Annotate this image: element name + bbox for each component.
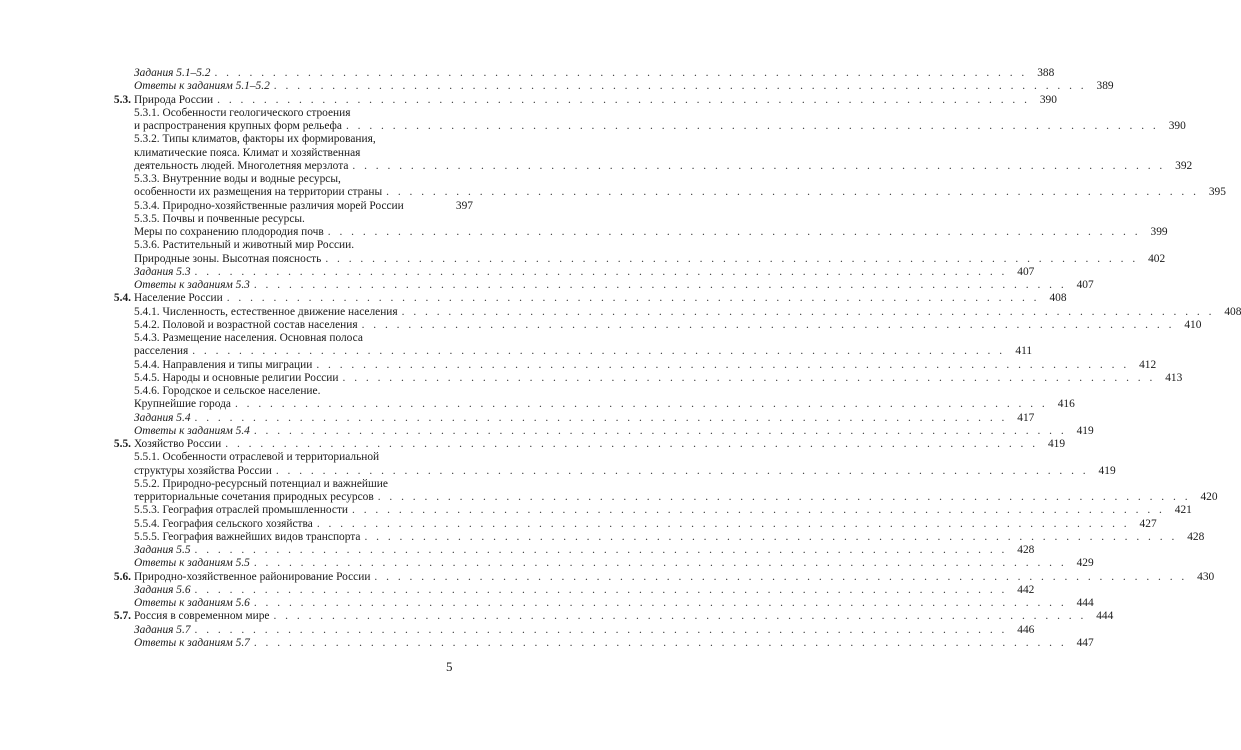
- toc-subsection-entry: [93, 305, 1241, 319]
- toc-subsection-entry: [93, 133, 473, 146]
- toc-subsection-entry: [93, 358, 1157, 372]
- toc-subsection-entry: [93, 504, 1192, 517]
- dot-leader: . . . . . . . . . . . . . . . . . . . . . . . . . . . . . . . . . . . . . . . . . . . . . . . . . . . . . . . . . . . . . . . . . . . . . .: [217, 93, 1030, 106]
- toc-entry-title: 5.3.1. Особенности геологического строения: [134, 106, 351, 119]
- dot-leader: . . . . . . . . . . . . . . . . . . . . . . . . . . . . . . . . . . . . . . . . . . . . . . . . . . . . . . . . . . . . . . . . . . . . . .: [352, 504, 1165, 517]
- toc-subsection-entry: [93, 451, 473, 464]
- toc-page-number: 390: [1039, 93, 1057, 106]
- dot-leader: . . . . . . . . . . . . . . . . . . . . . . . . . . . . . . . . . . . . . . . . . . . . . . . . . . . . . . . . . . . . . . . . . . . . . .: [374, 570, 1188, 583]
- toc-page-number: 444: [1096, 610, 1114, 623]
- toc-section-entry: [93, 610, 1114, 623]
- toc-page-number: 442: [1017, 583, 1035, 596]
- toc-entry-title: 5.4.1. Численность, естественное движение населения: [134, 305, 398, 318]
- toc-page-number: 447: [1076, 636, 1094, 649]
- toc-section-number: 5.3.: [113, 93, 131, 106]
- toc-subsection-entry: [93, 147, 473, 160]
- toc-page-number: 413: [1165, 371, 1183, 384]
- dot-leader: . . . . . . . . . . . . . . . . . . . . . . . . . . . . . . . . . . . . . . . . . . . . . . . . . . . . . . . . . . . . . . . . . . . . . .: [364, 530, 1178, 543]
- dot-leader: . . . . . . . . . . . . . . . . . . . . . . . . . . . . . . . . . . . . . . . . . . . . . . . . . . . . . . . . . . . . . . . . . . . . . .: [194, 411, 1008, 424]
- dot-leader: . . . . . . . . . . . . . . . . . . . . . . . . . . . . . . . . . . . . . . . . . . . . . . . . . . . . . . . . . . . . . . . . . . . . . .: [361, 318, 1175, 331]
- dot-leader: . . . . . . . . . . . . . . . . . . . . . . . . . . . . . . . . . . . . . . . . . . . . . . . . . . . . . . . . . . . . . . . . . . . . . .: [194, 544, 1008, 556]
- toc-entry-title: Задания 5.6: [134, 583, 191, 596]
- toc-task-entry: [93, 279, 1094, 292]
- toc-entry-title: 5.4.5. Народы и основные религии России: [134, 371, 339, 384]
- dot-leader: . . . . . . . . . . . . . . . . . . . . . . . . . . . . . . . . . . . . . . . . . . . . . . . . . . . . . . . . . . . . . . . . . . . . . .: [273, 610, 1087, 623]
- toc-entry-title: 5.5.2. Природно-ресурсный потенциал и важнейшие: [134, 477, 388, 490]
- toc-entry-title: Крупнейшие города: [134, 398, 231, 411]
- dot-leader: . . . . . . . . . . . . . . . . . . . . . . . . . . . . . . . . . . . . . . . . . . . . . . . . . . . . . . . . . . . . . . . . . . . . . .: [253, 557, 1067, 570]
- toc-entry-title: 5.5.3. География отраслей промышленности: [134, 504, 349, 517]
- toc-entry-title: Россия в современном мире: [134, 610, 270, 623]
- dot-leader: . . . . . . . . . . . . . . . . . . . . . . . . . . . . . . . . . . . . . . . . . . . . . . . . . . . . . . . . . . . . . . . . . . . . . .: [401, 305, 1215, 318]
- toc-section-entry: [93, 93, 1057, 107]
- toc-subsection-entry: [93, 318, 1202, 332]
- toc-entry-title: Природные зоны. Высотная поясность: [134, 252, 322, 265]
- toc-page-number: 402: [1148, 252, 1166, 265]
- toc-page-number: 428: [1187, 530, 1205, 543]
- toc-entry-title: Задания 5.3: [134, 265, 191, 278]
- toc-entry-title: 5.3.2. Типы климатов, факторы их формирования,: [134, 133, 376, 146]
- toc-subsection-entry: [93, 491, 1218, 504]
- toc-page-number: 389: [1096, 80, 1114, 93]
- toc-subsection-entry: [93, 517, 1157, 531]
- dot-leader: . . . . . . . . . . . . . . . . . . . . . . . . . . . . . . . . . . . . . . . . . . . . . . . . . . . . . . . . . . . . . . . . . . . . . .: [275, 464, 1089, 477]
- toc-subsection-entry: [93, 213, 473, 226]
- table-of-contents: [93, 67, 1241, 650]
- toc-page-number: 420: [1200, 491, 1218, 503]
- toc-page-number: 444: [1076, 597, 1094, 609]
- toc-page-number: 421: [1174, 504, 1192, 517]
- toc-entry-title: Природа России: [134, 93, 214, 106]
- toc-subsection-entry: [93, 107, 473, 120]
- toc-entry-title: 5.4.4. Направления и типы миграции: [134, 358, 313, 371]
- toc-task-entry: [93, 67, 1055, 80]
- dot-leader: . . . . . . . . . . . . . . . . . . . . . . . . . . . . . . . . . . . . . . . . . . . . . . . . . . . . . . . . . . . . . . . . . . . . . .: [377, 491, 1191, 503]
- toc-page-number: 416: [1057, 398, 1075, 411]
- toc-entry-title: структуры хозяйства России: [134, 464, 272, 477]
- toc-page-number: 410: [1184, 318, 1202, 331]
- toc-entry-title: Ответы к заданиям 5.1–5.2: [134, 80, 270, 93]
- dot-leader: . . . . . . . . . . . . . . . . . . . . . . . . . . . . . . . . . . . . . . . . . . . . . . . . . . . . . . . . . . . . . . . . . . . . . .: [234, 398, 1048, 411]
- toc-subsection-entry: [93, 345, 1033, 358]
- toc-subsection-entry: [93, 173, 473, 186]
- dot-leader: . . . . . . . . . . . . . . . . . . . . . . . . . . . . . . . . . . . . . . . . . . . . . . . . . . . . . . . . . . . . . . . . . . . . . .: [325, 252, 1139, 265]
- toc-page-number: 408: [1049, 292, 1067, 305]
- toc-page-number: 427: [1139, 517, 1157, 530]
- toc-subsection-entry: [93, 530, 1205, 544]
- toc-subsection-entry: [93, 252, 1166, 266]
- toc-subsection-entry: [93, 385, 473, 398]
- toc-subsection-entry: [93, 120, 1186, 133]
- toc-subsection-entry: [93, 226, 1168, 239]
- toc-section-number: 5.5.: [113, 438, 131, 450]
- dot-leader: . . . . . . . . . . . . . . . . . . . . . . . . . . . . . . . . . . . . . . . . . . . . . . . . . . . . . . . . . . . . . . . . . . . . . .: [253, 636, 1067, 649]
- toc-section-number: 5.6.: [113, 570, 131, 583]
- toc-section-number: 5.7.: [113, 610, 131, 623]
- dot-leader: . . . . . . . . . . . . . . . . . . . . . . . . . . . . . . . . . . . . . . . . . . . . . . . . . . . . . . . . . . . . . . . . . . . . . .: [316, 358, 1130, 371]
- dot-leader: . . . . . . . . . . . . . . . . . . . . . . . . . . . . . . . . . . . . . . . . . . . . . . . . . . . . . . . . . . . . . . . . . . . . . .: [194, 265, 1008, 278]
- toc-section-entry: [93, 570, 1215, 584]
- toc-subsection-entry: [93, 186, 1226, 199]
- toc-entry-title: 5.4.6. Городское и сельское население.: [134, 385, 321, 397]
- toc-entry-title: и распространения крупных форм рельефа: [134, 120, 342, 132]
- dot-leader: . . . . . . . . . . . . . . . . . . . . . . . . . . . . . . . . . . . . . . . . . . . . . . . . . . . . . . . . . . . . . . . . . . . . . .: [194, 583, 1008, 596]
- toc-entry-title: Природно-хозяйственное районирование России: [134, 570, 371, 583]
- toc-entry-title: Ответы к заданиям 5.6: [134, 597, 250, 609]
- dot-leader: . . . . . . . . . . . . . . . . . . . . . . . . . . . . . . . . . . . . . . . . . . . . . . . . . . . . . . . . . . . . . . . . . . . . . .: [345, 120, 1159, 132]
- toc-page-number: 390: [1168, 120, 1186, 132]
- dot-leader: . . . . . . . . . . . . . . . . . . . . . . . . . . . . . . . . . . . . . . . . . . . . . . . . . . . . . . . . . . . . . . . . . . . . . .: [253, 597, 1067, 609]
- toc-page-number: 430: [1197, 570, 1215, 583]
- dot-leader: . . . . . . . . . . . . . . . . . . . . . . . . . . . . . . . . . . . . . . . . . . . . . . . . . . . . . . . . . . . . . . . . . . . . . .: [226, 292, 1040, 305]
- dot-leader: . . . . . . . . . . . . . . . . . . . . . . . . . . . . . . . . . . . . . . . . . . . . . . . . . . . . . . . . . . . . . . . . . . . . . .: [316, 517, 1130, 530]
- toc-entry-title: Задания 5.5: [134, 544, 191, 556]
- toc-page-number: 428: [1017, 544, 1035, 556]
- toc-task-entry: [93, 424, 1094, 438]
- toc-entry-title: расселения: [134, 345, 189, 358]
- toc-entry-title: особенности их размещения на территории страны: [134, 186, 383, 199]
- toc-entry-title: 5.4.3. Размещение населения. Основная полоса: [134, 332, 363, 344]
- toc-page-number: 419: [1047, 438, 1066, 450]
- dot-leader: . . . . . . . . . . . . . . . . . . . . . . . . . . . . . . . . . . . . . . . . . . . . . . . . . . . . . . . . . . . . . . . . . . . . . .: [214, 67, 1028, 79]
- toc-task-entry: [93, 597, 1094, 610]
- toc-entry-title: Население России: [134, 292, 223, 305]
- toc-entry-title: 5.5.5. География важнейших видов транспорта: [134, 530, 361, 543]
- toc-subsection-entry: [93, 478, 473, 491]
- toc-page-number: 417: [1017, 411, 1035, 424]
- toc-page-number: 388: [1037, 67, 1055, 79]
- toc-page-number: 407: [1017, 265, 1035, 278]
- toc-entry-title: Ответы к заданиям 5.3: [134, 279, 250, 291]
- toc-section-entry: [93, 292, 1067, 305]
- toc-page-number: 412: [1139, 358, 1157, 371]
- toc-entry-title: Задания 5.4: [134, 411, 191, 424]
- toc-task-entry: [93, 623, 1035, 637]
- toc-entry-title: 5.3.4. Природно-хозяйственные различия морей России: [134, 199, 404, 212]
- dot-leader: . . . . . . . . . . . . . . . . . . . . . . . . . . . . . . . . . . . . . . . . . . . . . . . . . . . . . . . . . . . . . . . . . . . . . .: [327, 226, 1141, 238]
- toc-entry-title: Меры по сохранению плодородия почв: [134, 226, 324, 238]
- toc-section-entry: [93, 438, 1066, 451]
- dot-leader: . . . . . . . . . . . . . . . . . . . . . . . . . . . . . . . . . . . . . . . . . . . . . . . . . . . . . . . . . . . . . . . . . . . . . .: [253, 424, 1067, 437]
- toc-entry-title: 5.3.6. Растительный и животный мир России.: [134, 239, 355, 252]
- toc-subsection-entry: [93, 239, 473, 252]
- dot-leader: . . . . . . . . . . . . . . . . . . . . . . . . . . . . . . . . . . . . . . . . . . . . . . . . . . . . . . . . . . . . . . . . . . . . . .: [192, 345, 1006, 358]
- toc-entry-title: Хозяйство России: [134, 438, 222, 450]
- toc-task-entry: [93, 411, 1035, 425]
- toc-page-number: 408: [1224, 305, 1241, 318]
- dot-leader: . . . . . . . . . . . . . . . . . . . . . . . . . . . . . . . . . . . . . . . . . . . . . . . . . . . . . . . . . . . . . . . . . . . . . .: [253, 279, 1067, 291]
- toc-entry-title: 5.3.3. Внутренние воды и водные ресурсы,: [134, 173, 341, 185]
- toc-entry-title: 5.3.5. Почвы и почвенные ресурсы.: [134, 212, 305, 225]
- toc-page-number: 395: [1208, 186, 1226, 199]
- toc-subsection-entry: [93, 371, 1183, 385]
- toc-entry-title: 5.5.1. Особенности отраслевой и территориальной: [134, 451, 380, 464]
- toc-entry-title: климатические пояса. Климат и хозяйственная: [134, 146, 361, 159]
- dot-leader: . . . . . . . . . . . . . . . . . . . . . . . . . . . . . . . . . . . . . . . . . . . . . . . . . . . . . . . . . . . . . . . . . . . . . .: [194, 623, 1008, 636]
- toc-entry-title: Ответы к заданиям 5.7: [134, 636, 250, 649]
- toc-page-number: 392: [1175, 159, 1193, 172]
- toc-entry-title: Задания 5.7: [134, 623, 191, 636]
- toc-task-entry: [93, 636, 1094, 650]
- page-number: 5: [446, 659, 453, 674]
- toc-entry-title: Ответы к заданиям 5.4: [134, 424, 250, 437]
- toc-entry-title: 5.5.4. География сельского хозяйства: [134, 517, 313, 530]
- dot-leader: . . . . . . . . . . . . . . . . . . . . . . . . . . . . . . . . . . . . . . . . . . . . . . . . . . . . . . . . . . . . . . . . . . . . . .: [386, 186, 1199, 199]
- toc-entry-title: Задания 5.1–5.2: [134, 67, 211, 79]
- dot-leader: . . . . . . . . . . . . . . . . . . . . . . . . . . . . . . . . . . . . . . . . . . . . . . . . . . . . . . . . . . . . . . . . . . . . . .: [352, 159, 1166, 172]
- toc-subsection-entry: [93, 159, 1193, 173]
- dot-leader: . . . . . . . . . . . . . . . . . . . . . . . . . . . . . . . . . . . . . . . . . . . . . . . . . . . . . . . . . . . . . . . . . . . . . .: [273, 80, 1087, 93]
- toc-page-number: 397: [455, 199, 473, 212]
- toc-subsection-entry: [93, 464, 1116, 478]
- toc-subsection-entry: [93, 332, 473, 345]
- dot-leader: . . . . . . . . . . . . . . . . . . . . . . . . . . . . . . . . . . . . . . . . . . . . . . . . . . . . . . . . . . . . . . . . . . . . . .: [342, 371, 1156, 384]
- toc-page-number: 399: [1150, 226, 1168, 238]
- toc-task-entry: [93, 583, 1035, 597]
- dot-leader: . . . . . . . . . . . . . . . . . . . . . . . . . . . . . . . . . . . . . . . . . . . . . . . . . . . . . . . . . . . . . . . . . . . . . .: [225, 438, 1039, 450]
- toc-section-number: 5.4.: [113, 292, 131, 305]
- toc-page-number: 419: [1076, 424, 1094, 437]
- toc-task-entry: [93, 265, 1035, 279]
- toc-page-number: 411: [1015, 345, 1033, 358]
- toc-task-entry: [93, 544, 1035, 557]
- toc-task-entry: [93, 557, 1094, 570]
- toc-page-number: 407: [1076, 279, 1094, 291]
- toc-task-entry: [93, 80, 1114, 93]
- toc-entry-title: 5.4.2. Половой и возрастной состав населения: [134, 318, 358, 331]
- toc-page-number: 446: [1017, 623, 1035, 636]
- toc-subsection-entry: [93, 398, 1075, 411]
- toc-subsection-entry: [93, 200, 473, 213]
- toc-entry-title: Ответы к заданиям 5.5: [134, 557, 250, 570]
- toc-entry-title: территориальные сочетания природных ресурсов: [134, 491, 374, 503]
- toc-entry-title: деятельность людей. Многолетняя мерзлота: [134, 159, 349, 172]
- toc-page-number: 429: [1076, 557, 1094, 570]
- toc-page-number: 419: [1098, 464, 1116, 477]
